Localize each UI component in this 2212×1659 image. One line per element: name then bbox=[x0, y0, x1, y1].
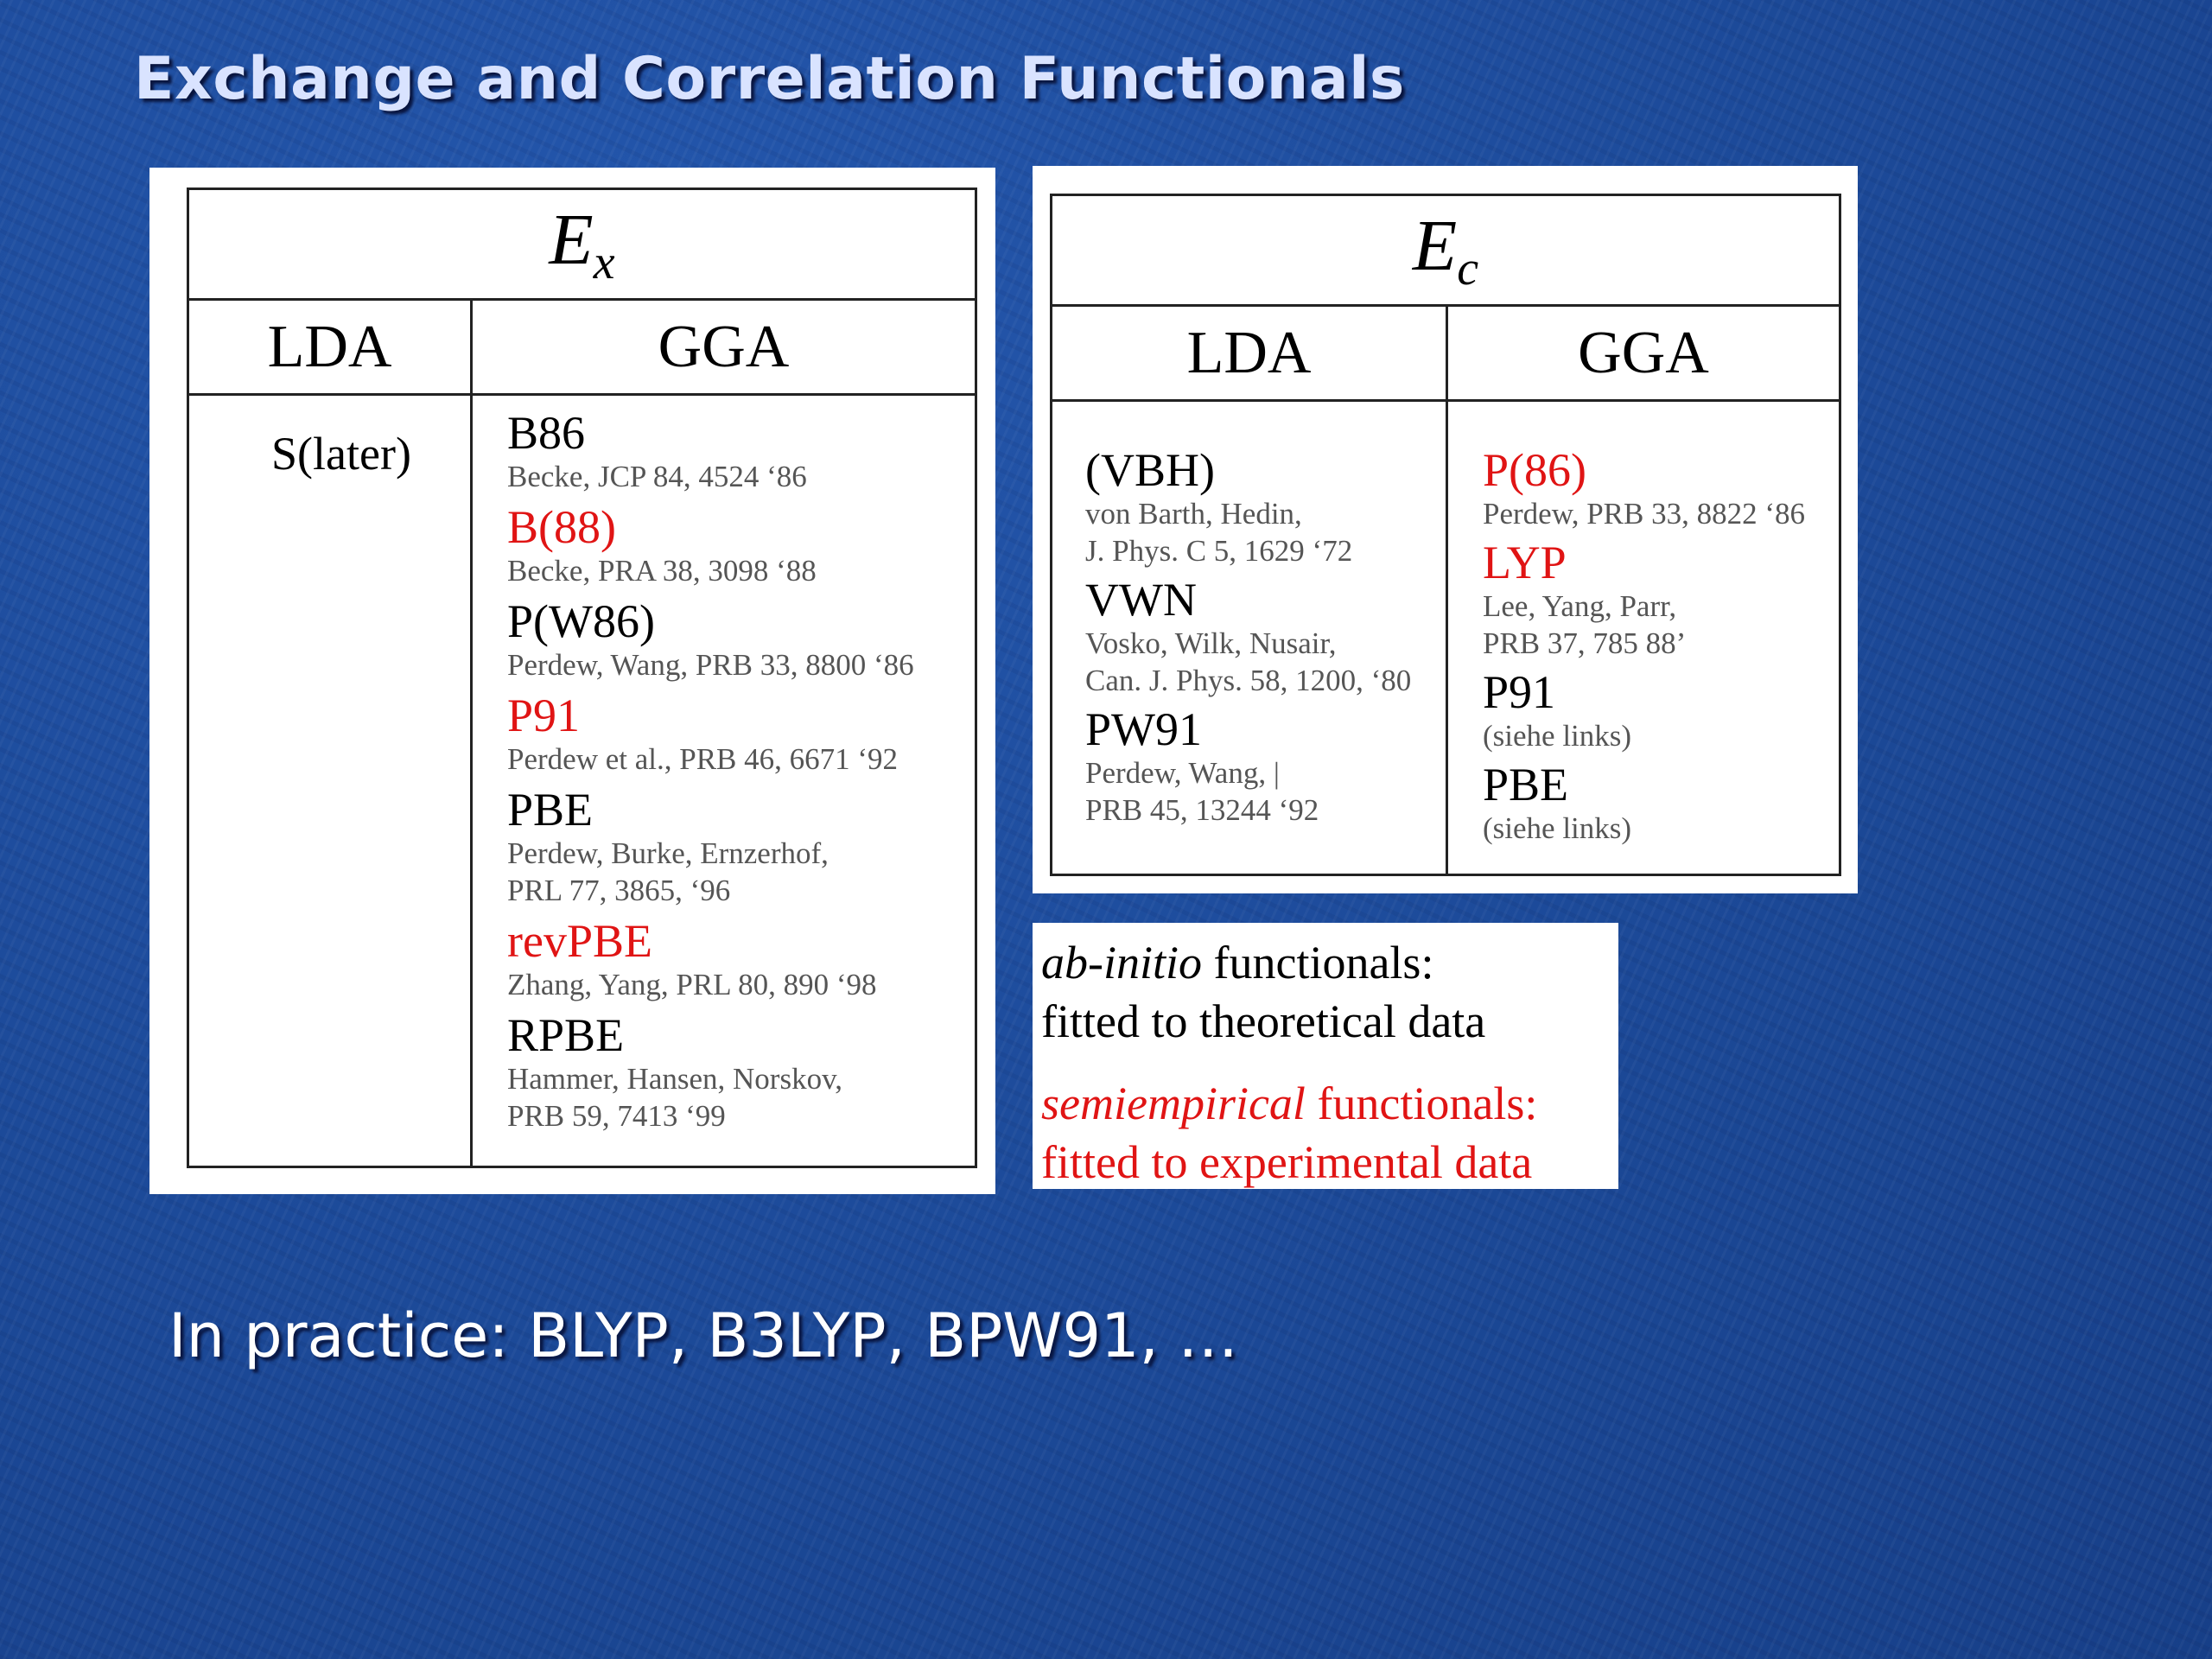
functional-entry bbox=[1085, 575, 1446, 699]
correlation-table-panel bbox=[1033, 166, 1858, 893]
exchange-gga-header: GGA bbox=[472, 300, 976, 395]
functional-name: P(86) bbox=[1483, 444, 1586, 496]
functional-name: PBE bbox=[507, 784, 594, 836]
functional-entry bbox=[271, 429, 470, 479]
functional-reference: PRB 45, 13244 ‘92 bbox=[1085, 793, 1319, 827]
semiempirical-description: fitted to experimental data bbox=[1041, 1136, 1533, 1188]
functional-entry bbox=[507, 785, 975, 909]
abinitio-suffix: functionals: bbox=[1202, 937, 1434, 988]
functional-name: B86 bbox=[507, 407, 586, 459]
exchange-lda-header: LDA bbox=[188, 300, 472, 395]
functional-reference: Perdew, Burke, Ernzerhof, bbox=[507, 836, 829, 870]
functional-name: PW91 bbox=[1085, 703, 1202, 755]
functional-reference: Zhang, Yang, PRL 80, 890 ‘98 bbox=[507, 968, 877, 1001]
exchange-table-panel bbox=[149, 168, 995, 1194]
functional-name: RPBE bbox=[507, 1009, 625, 1061]
practice-examples: In practice: BLYP, B3LYP, BPW91, … bbox=[168, 1300, 1239, 1371]
functional-entry bbox=[1483, 537, 1839, 662]
exchange-symbol-letter: E bbox=[549, 199, 594, 280]
functional-reference: Can. J. Phys. 58, 1200, ‘80 bbox=[1085, 664, 1412, 697]
functional-name: PBE bbox=[1483, 759, 1569, 810]
functional-reference: von Barth, Hedin, bbox=[1085, 497, 1302, 531]
functional-entry bbox=[1085, 445, 1446, 569]
exchange-symbol-subscript: x bbox=[593, 236, 615, 290]
exchange-symbol bbox=[188, 189, 976, 300]
functional-reference: (siehe links) bbox=[1483, 811, 1632, 845]
functional-reference: Perdew, Wang, | bbox=[1085, 756, 1280, 790]
functional-reference: (siehe links) bbox=[1483, 719, 1632, 753]
functional-reference: PRL 77, 3865, ‘96 bbox=[507, 874, 731, 907]
functional-entry bbox=[1483, 667, 1839, 754]
abinitio-line bbox=[1041, 933, 1433, 992]
functional-reference: Hammer, Hansen, Norskov, bbox=[507, 1062, 843, 1096]
functional-entry bbox=[1085, 704, 1446, 829]
correlation-symbol bbox=[1052, 195, 1840, 306]
functional-reference: PRB 59, 7413 ‘99 bbox=[507, 1099, 726, 1133]
functional-types-legend bbox=[1033, 923, 1618, 1189]
functional-name: S(later) bbox=[271, 428, 411, 480]
functional-entry bbox=[507, 1010, 975, 1135]
functional-reference: J. Phys. C 5, 1629 ‘72 bbox=[1085, 534, 1353, 568]
functional-name: VWN bbox=[1085, 574, 1197, 626]
slide-title: Exchange and Correlation Functionals bbox=[134, 45, 1405, 113]
correlation-symbol-subscript: c bbox=[1457, 242, 1479, 296]
correlation-gga-header: GGA bbox=[1447, 306, 1840, 401]
correlation-symbol-letter: E bbox=[1412, 205, 1458, 286]
functional-reference: Perdew et al., PRB 46, 6671 ‘92 bbox=[507, 742, 899, 776]
functional-name: P(W86) bbox=[507, 595, 655, 647]
functional-entry bbox=[507, 502, 975, 589]
functional-reference: PRB 37, 785 88’ bbox=[1483, 626, 1687, 660]
functional-name: revPBE bbox=[507, 915, 652, 967]
semiempirical-term: semiempirical bbox=[1041, 1077, 1306, 1129]
functional-entry bbox=[507, 408, 975, 495]
exchange-table bbox=[187, 188, 977, 1168]
exchange-lda-cell bbox=[188, 395, 472, 1167]
correlation-gga-cell bbox=[1447, 401, 1840, 875]
abinitio-term: ab-initio bbox=[1041, 937, 1202, 988]
functional-reference: Lee, Yang, Parr, bbox=[1483, 589, 1677, 623]
functional-entry bbox=[1483, 445, 1839, 532]
functional-reference: Perdew, PRB 33, 8822 ‘86 bbox=[1483, 497, 1806, 531]
functional-entry bbox=[507, 916, 975, 1003]
correlation-lda-cell bbox=[1052, 401, 1447, 875]
functional-name: P91 bbox=[507, 690, 581, 741]
correlation-table bbox=[1050, 194, 1841, 876]
functional-reference: Perdew, Wang, PRB 33, 8800 ‘86 bbox=[507, 648, 914, 682]
functional-entry bbox=[507, 596, 975, 683]
functional-reference: Vosko, Wilk, Nusair, bbox=[1085, 626, 1337, 660]
abinitio-description: fitted to theoretical data bbox=[1041, 995, 1486, 1047]
functional-name: (VBH) bbox=[1085, 444, 1215, 496]
correlation-lda-header: LDA bbox=[1052, 306, 1447, 401]
functional-reference: Becke, JCP 84, 4524 ‘86 bbox=[507, 460, 807, 493]
semiempirical-line bbox=[1041, 1074, 1537, 1133]
semiempirical-suffix: functionals: bbox=[1305, 1077, 1538, 1129]
functional-entry bbox=[1483, 760, 1839, 847]
functional-entry bbox=[507, 690, 975, 778]
functional-name: LYP bbox=[1483, 537, 1567, 588]
exchange-gga-cell bbox=[472, 395, 976, 1167]
functional-reference: Becke, PRA 38, 3098 ‘88 bbox=[507, 554, 817, 588]
functional-name: P91 bbox=[1483, 666, 1556, 718]
functional-name: B(88) bbox=[507, 501, 616, 553]
